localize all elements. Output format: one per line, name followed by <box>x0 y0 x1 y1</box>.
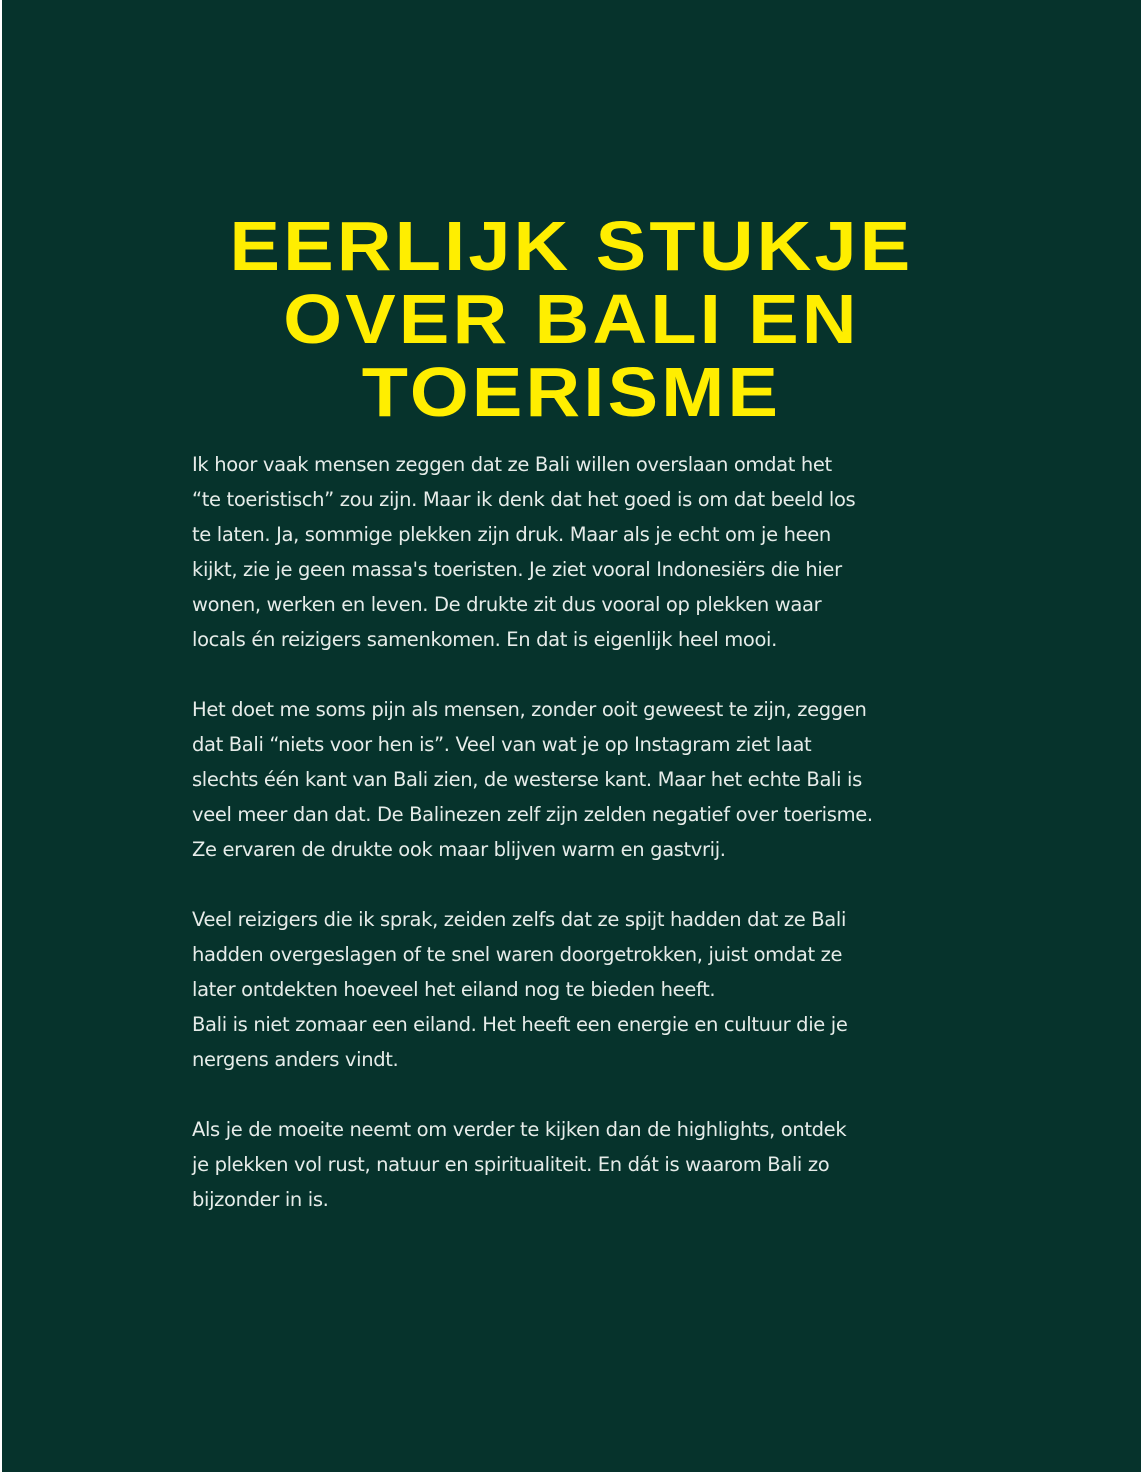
paragraph-4 <box>192 1112 972 1217</box>
text-line: kijkt, zie je geen massa's toeristen. Je ziet vooral Indonesiërs die hier <box>192 558 842 581</box>
page-title <box>0 207 1142 431</box>
text-line: Het doet me soms pijn als mensen, zonder ooit geweest te zijn, zeggen <box>192 698 867 721</box>
text-line: Ik hoor vaak mensen zeggen dat ze Bali willen overslaan omdat het <box>192 453 832 476</box>
text-line: Veel reizigers die ik sprak, zeiden zelfs dat ze spijt hadden dat ze Bali <box>192 908 847 931</box>
paragraph-1 <box>192 447 972 657</box>
title-line: TOERISME <box>361 353 782 431</box>
text-line: dat Bali “niets voor hen is”. Veel van wat je op Instagram ziet laat <box>192 733 812 756</box>
title-line: OVER BALI EN <box>283 280 860 358</box>
text-line: Bali is niet zomaar een eiland. Het heeft een energie en cultuur die je <box>192 1013 848 1036</box>
text-line: “te toeristisch” zou zijn. Maar ik denk dat het goed is om dat beeld los <box>192 488 856 511</box>
text-line: bijzonder in is. <box>192 1188 329 1211</box>
article-body <box>192 447 972 1252</box>
paragraph-2 <box>192 692 972 867</box>
document-page <box>2 0 1141 1472</box>
text-line: wonen, werken en leven. De drukte zit dus vooral op plekken waar <box>192 593 822 616</box>
text-line: hadden overgeslagen of te snel waren doorgetrokken, juist omdat ze <box>192 943 843 966</box>
text-line: te laten. Ja, sommige plekken zijn druk. Maar als je echt om je heen <box>192 523 831 546</box>
text-line: locals én reizigers samenkomen. En dat is eigenlijk heel mooi. <box>192 628 777 651</box>
title-line: EERLIJK STUKJE <box>229 207 914 285</box>
paragraph-3 <box>192 902 972 1077</box>
text-line: later ontdekten hoeveel het eiland nog te bieden heeft. <box>192 978 716 1001</box>
text-line: je plekken vol rust, natuur en spiritualiteit. En dát is waarom Bali zo <box>192 1153 830 1176</box>
text-line: Als je de moeite neemt om verder te kijken dan de highlights, ontdek <box>192 1118 847 1141</box>
text-line: veel meer dan dat. De Balinezen zelf zijn zelden negatief over toerisme. <box>192 803 873 826</box>
text-line: nergens anders vindt. <box>192 1048 399 1071</box>
text-line: slechts één kant van Bali zien, de westerse kant. Maar het echte Bali is <box>192 768 862 791</box>
text-line: Ze ervaren de drukte ook maar blijven warm en gastvrij. <box>192 838 726 861</box>
